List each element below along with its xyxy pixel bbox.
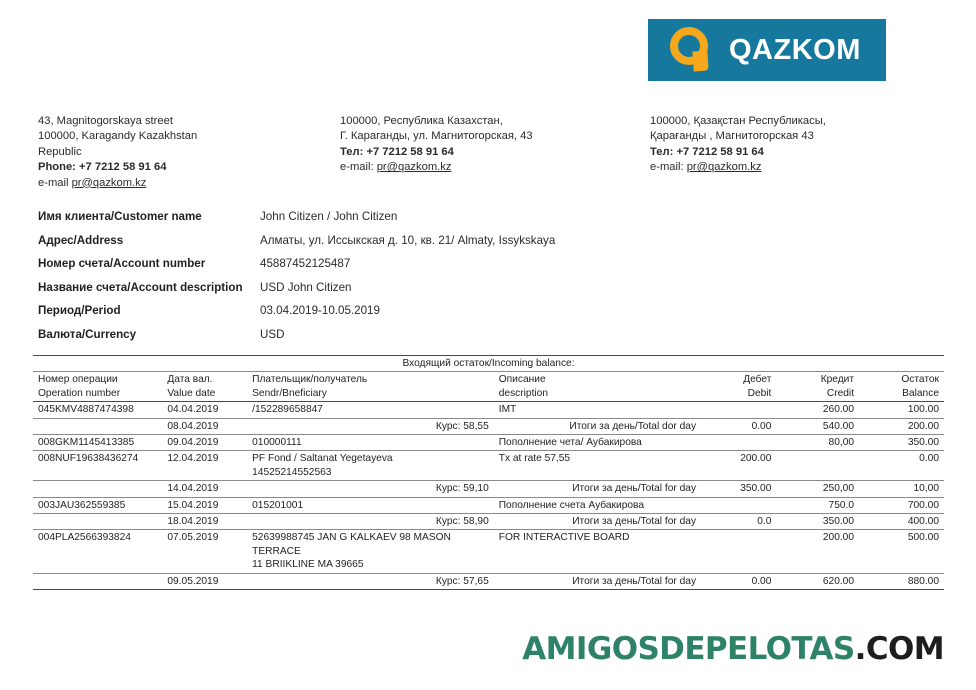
cell-operation-number: 004PLA2566393824 <box>33 530 162 573</box>
detail-label: Адрес/Address <box>38 233 124 247</box>
header-balance-top: Остаток <box>901 374 939 386</box>
header-operation-number-bottom: Operation number <box>38 387 121 399</box>
detail-row <box>38 210 638 234</box>
cell-balance: 700.00 <box>859 497 944 513</box>
table-total-row <box>33 418 944 434</box>
address-kk-email-row <box>650 160 950 175</box>
cell-description: Итоги за день/Total for day <box>494 481 701 497</box>
sender-line-1: /152289658847 <box>252 404 323 416</box>
address-en-email-label: e-mail <box>38 176 72 189</box>
cell-balance: 100.00 <box>859 402 944 418</box>
address-kk-email-label: e-mail: <box>650 161 687 174</box>
cell-credit: 750.0 <box>776 497 859 513</box>
detail-row <box>38 281 638 305</box>
table-total-row <box>33 514 944 530</box>
cell-value-date: 18.04.2019 <box>162 514 247 530</box>
cell-balance: 880.00 <box>859 573 944 589</box>
cell-balance: 0.00 <box>859 451 944 481</box>
cell-exchange-rate: Курс: 58,90 <box>247 514 494 530</box>
cell-balance: 350.00 <box>859 435 944 451</box>
cell-credit: 250,00 <box>776 481 859 497</box>
address-kk-line2: Қарағанды , Магнитогорская 43 <box>650 130 814 143</box>
cell-value-date: 12.04.2019 <box>162 451 247 481</box>
cell-description: Пополнение чета/ Аубакирова <box>494 435 701 451</box>
detail-row <box>38 257 638 281</box>
header-value-date-bottom: Value date <box>167 387 216 399</box>
address-ru-line2: Г. Караганды, ул. Магнитогорская, 43 <box>340 130 533 143</box>
cell-sender-beneficiary <box>247 497 494 513</box>
address-en-phone: Phone: +7 7212 58 91 64 <box>38 161 167 174</box>
header-debit <box>701 372 776 402</box>
address-en-line3: Republic <box>38 145 82 158</box>
header-credit-bottom: Credit <box>826 387 855 399</box>
address-en-email-link[interactable]: pr@qazkom.kz <box>71 176 147 189</box>
cell-operation-number: 008NUF19638436274 <box>33 451 162 481</box>
sender-line-1: 010000111 <box>252 437 302 449</box>
cell-balance: 500.00 <box>859 530 944 573</box>
cell-value-date: 15.04.2019 <box>162 497 247 513</box>
cell-operation-number <box>33 418 162 434</box>
table-row <box>33 435 944 451</box>
cell-sender-beneficiary <box>247 435 494 451</box>
address-en-email-row <box>38 176 328 191</box>
address-ru-phone: Тел: +7 7212 58 91 64 <box>340 145 454 158</box>
cell-value-date: 04.04.2019 <box>162 402 247 418</box>
header-description <box>494 372 701 402</box>
cell-value-date: 09.05.2019 <box>162 573 247 589</box>
cell-exchange-rate: Курс: 58,55 <box>247 418 494 434</box>
table-row <box>33 402 944 418</box>
header-description-bottom: description <box>498 387 549 399</box>
cell-debit: 200.00 <box>701 451 776 481</box>
cell-operation-number <box>33 573 162 589</box>
cell-debit: 350.00 <box>701 481 776 497</box>
cell-credit: 200.00 <box>776 530 859 573</box>
header-sender-beneficiary-bottom: Sendr/Bneficiary <box>252 387 327 399</box>
detail-value: 45887452125487 <box>260 257 351 270</box>
qazkom-q-mark-icon <box>670 27 716 73</box>
site-watermark <box>0 631 944 667</box>
address-block-kazakh <box>650 114 950 176</box>
cell-balance: 200.00 <box>859 418 944 434</box>
detail-label: Период/Period <box>38 304 121 317</box>
header-operation-number-top: Номер операции <box>38 374 118 386</box>
address-en-line2: 100000, Karagandy Kazakhstan <box>38 130 198 143</box>
cell-description: Итоги за день/Total for day <box>494 573 701 589</box>
cell-value-date: 09.04.2019 <box>162 435 247 451</box>
detail-value: USD <box>260 327 285 341</box>
detail-label: Валюта/Currency <box>38 327 137 341</box>
cell-operation-number <box>33 481 162 497</box>
detail-value: Алматы, ул. Иссыкская д. 10, кв. 21/ Almaty, Issykskaya <box>260 233 556 247</box>
cell-exchange-rate: Курс: 57,65 <box>247 573 494 589</box>
sender-line-1: PF Fond / Saltanat Yegetayeva <box>252 453 393 465</box>
cell-operation-number: 045KMV4887474398 <box>33 402 162 418</box>
address-kk-line1: 100000, Қазақстан Республикасы, <box>650 115 826 127</box>
address-en-line1: 43, Magnitogorskaya street <box>38 115 173 127</box>
table-row <box>33 451 944 481</box>
qazkom-logo-text: QAZKOM <box>729 33 861 66</box>
sender-line-2: 11 BRIIKLINE MA 39665 <box>252 559 364 571</box>
cell-value-date: 14.04.2019 <box>162 481 247 497</box>
header-sender-beneficiary <box>247 372 494 402</box>
watermark-primary: AMIGOSDEPELOTAS <box>522 631 855 667</box>
customer-details <box>38 210 638 351</box>
cell-balance: 10,00 <box>859 481 944 497</box>
cell-debit <box>701 497 776 513</box>
detail-value: John Citizen / John Citizen <box>260 210 398 223</box>
cell-value-date: 08.04.2019 <box>162 418 247 434</box>
cell-description: Итоги за день/Total dor day <box>494 418 701 434</box>
address-ru-email-link[interactable]: pr@qazkom.kz <box>376 161 452 174</box>
detail-value: 03.04.2019-10.05.2019 <box>260 304 380 317</box>
qazkom-logo-banner <box>648 19 886 81</box>
header-credit <box>776 372 859 402</box>
header-debit-bottom: Debit <box>747 387 772 399</box>
sender-line-2: 14525214552563 <box>252 466 332 478</box>
header-operation-number <box>33 372 162 402</box>
address-kk-email-link[interactable]: pr@qazkom.kz <box>686 161 762 174</box>
detail-row <box>38 234 638 258</box>
cell-operation-number: 008GKM1145413385 <box>33 435 162 451</box>
cell-operation-number <box>33 514 162 530</box>
address-ru-line1: 100000, Республика Казахстан, <box>340 115 503 127</box>
cell-operation-number: 003JAU362559385 <box>33 497 162 513</box>
cell-sender-beneficiary <box>247 451 494 481</box>
detail-label: Имя клиента/Customer name <box>38 210 202 223</box>
header-value-date-top: Дата вал. <box>167 374 213 386</box>
address-ru-email-label: e-mail: <box>340 161 377 174</box>
cell-credit: 350.00 <box>776 514 859 530</box>
header-balance <box>859 372 944 402</box>
address-block-english <box>38 114 328 191</box>
cell-description: Tx at rate 57,55 <box>494 451 701 481</box>
incoming-balance-row <box>33 356 944 372</box>
table-row <box>33 497 944 513</box>
cell-balance: 400.00 <box>859 514 944 530</box>
header-credit-top: Кредит <box>820 374 855 386</box>
cell-credit: 260.00 <box>776 402 859 418</box>
table-row <box>33 530 944 573</box>
cell-value-date: 07.05.2019 <box>162 530 247 573</box>
cell-sender-beneficiary <box>247 402 494 418</box>
incoming-balance-label: Входящий остаток/Incoming balance: <box>33 356 944 372</box>
cell-description: FOR INTERACTIVE BOARD <box>494 530 701 573</box>
detail-row <box>38 304 638 328</box>
header-description-top: Описание <box>498 374 546 386</box>
address-block-russian <box>340 114 640 176</box>
cell-credit: 620.00 <box>776 573 859 589</box>
cell-description: Пополнение счета Аубакирова <box>494 497 701 513</box>
sender-line-1: 015201001 <box>252 499 304 511</box>
cell-debit: 0.0 <box>701 514 776 530</box>
watermark-suffix: .COM <box>854 631 944 667</box>
detail-label: Номер счета/Account number <box>38 257 206 270</box>
detail-label: Название счета/Account description <box>38 280 243 294</box>
cell-debit <box>701 435 776 451</box>
table-total-row <box>33 573 944 589</box>
header-balance-bottom: Balance <box>902 387 939 399</box>
cell-credit: 80,00 <box>776 435 859 451</box>
cell-sender-beneficiary <box>247 530 494 573</box>
cell-debit: 0.00 <box>701 573 776 589</box>
table-total-row <box>33 481 944 497</box>
table-header-row <box>33 372 944 402</box>
cell-description: Итоги за день/Total for day <box>494 514 701 530</box>
cell-debit <box>701 402 776 418</box>
statement-table <box>33 355 944 590</box>
detail-row <box>38 328 638 352</box>
cell-exchange-rate: Курс: 59,10 <box>247 481 494 497</box>
detail-value: USD John Citizen <box>260 280 352 294</box>
cell-debit <box>701 530 776 573</box>
cell-description: IMT <box>494 402 701 418</box>
header-sender-beneficiary-top: Плательщик/получатель <box>252 374 368 386</box>
header-value-date <box>162 372 247 402</box>
address-kk-phone: Тел: +7 7212 58 91 64 <box>650 145 764 158</box>
sender-line-1: 52639988745 JAN G KALKAEV 98 MASON TERRACE <box>252 532 451 557</box>
cell-debit: 0.00 <box>701 418 776 434</box>
address-ru-email-row <box>340 160 640 175</box>
header-debit-top: Дебет <box>743 374 772 386</box>
cell-credit <box>776 451 859 481</box>
cell-credit: 540.00 <box>776 418 859 434</box>
